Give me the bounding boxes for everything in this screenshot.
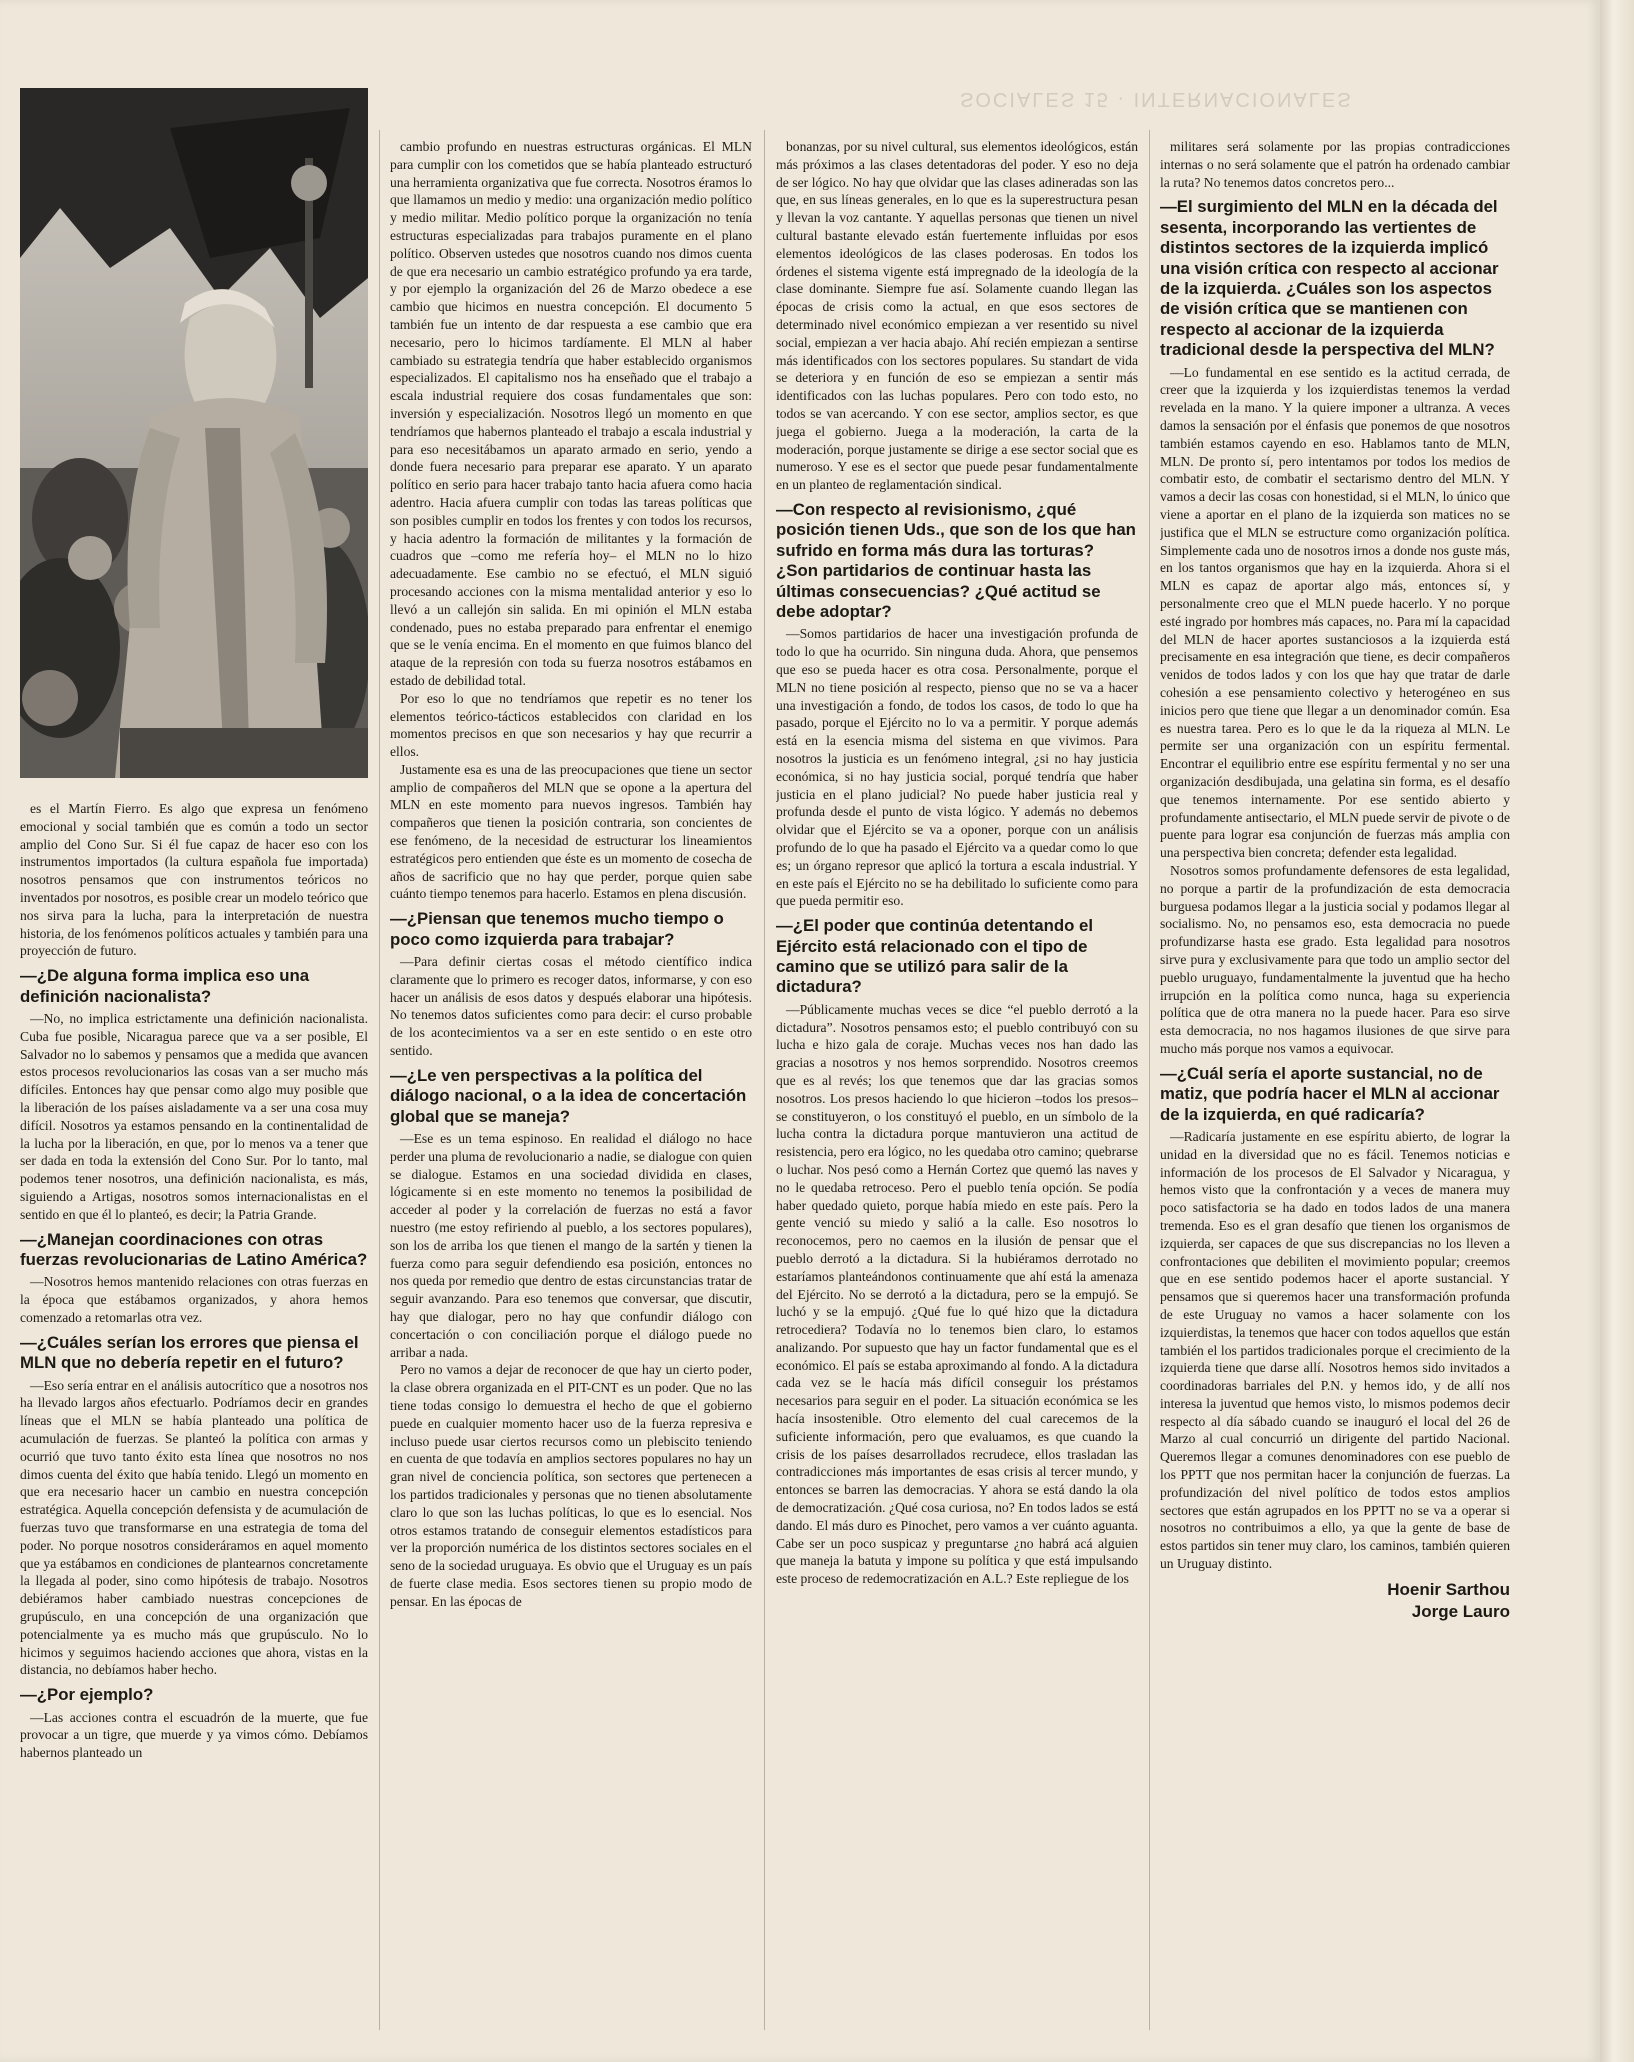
interview-paragraph: Nosotros somos profundamente defensores de esta legalidad, no porque a partir de la profundización de esta democracia burguesa podamos llegar a la justicia social y podamos llegar al socialismo. No, no pensamos eso, esta democracia no puede profundizarse hasta ese grado. Esta legalidad para nosotros sirve pura y exclusivamente para que todo un amplio sector del pueblo uruguayo, fundamentalmente la juventud que ha hecho irrupción en la política como nunca, haga su experiencia política que de otra manera no la puede hacer. Para eso sirve esta democracia, no nos hagamos ilusiones de que sirve para mucho más porque nos vamos a equivocar. bbox=[1160, 862, 1510, 1056]
interview-paragraph: —No, no implica estrictamente una definición nacionalista. Cuba fue posible, Nicaragua parece que va a ser posible, El Salvador no lo sabemos y pensamos que a medida que avancen estos procesos revolucionarios las cosas van a ser mucho más difíciles. Entonces hay que pensar como algo muy posible que la liberación de los países aisladamente va a ser una cosa muy difícil. Nosotros ya estamos pensando en la continentalidad de la lucha por la liberación, en que, por lo menos va a tener que ser dada en toda la extensión del Cono Sur. Por lo tanto, mal podemos tener nosotros, una definición nacionalista, es más, siguiendo a Artigas, nosotros somos internacionalistas en el sentido en que él lo planteó, es decir; la Patria Grande. bbox=[20, 1010, 368, 1222]
interview-paragraph: Justamente esa es una de las preocupaciones que tiene un sector amplio de compañeros del MLN que se opone a la apertura del MLN en este momento para nuevos ingresos. También hay compañeros que tienen la posición contraria, son concientes de ese fenómeno, de la necesidad de estructurar los lineamientos estratégicos pero entienden que éste es un momento de cosecha de años de sacrificio que no hay que perder, porque quien sabe cuánto tiempo tenemos para hacerlo. Estamos en plena discusión. bbox=[390, 761, 752, 902]
interview-paragraph: es el Martín Fierro. Es algo que expresa un fenómeno emocional y social también que es común a todo un sector amplio del Cono Sur. Si él fue capaz de hacer eso con los instrumentos importados (la cultura española fue importada) nosotros pensamos que con instrumentos teóricos no inventados por nosotros, es posible crear un modelo teórico que nos sirva para la lucha, para la interpretación de nuestra historia, de los fenómenos políticos actuales y también para una proyección de futuro. bbox=[20, 801, 368, 959]
interview-question: —El surgimiento del MLN en la década del sesenta, incorporando las vertientes de distintos sectores de la izquierda implicó una visión crítica con respecto al accionar de la izquierda. ¿Cuáles son los aspectos de visión crítica que se mantienen con respecto al accionar de la izquierda tradicional desde la perspectiva del MLN? bbox=[1160, 197, 1499, 360]
interview-question: —¿Cuál sería el aporte sustancial, no de matiz, que podría hacer el MLN al accionar de la izquierda, en qué radicaría? bbox=[1160, 1063, 1500, 1124]
interview-question: —¿Piensan que tenemos mucho tiempo o poco como izquierda para trabajar? bbox=[390, 909, 724, 949]
interview-paragraph: —Las acciones contra el escuadrón de la muerte, que fue provocar a un tigre, que muerde y ya vimos cómo. Debíamos habernos planteado un bbox=[20, 1709, 368, 1761]
interview-paragraph: —Nosotros hemos mantenido relaciones con otras fuerzas en la época que estábamos organizados, y ahora hemos comenzado a retomarlas otra vez. bbox=[20, 1274, 368, 1325]
interview-question: —¿Manejan coordinaciones con otras fuerzas revolucionarias de Latino América? bbox=[20, 1229, 368, 1269]
interview-paragraph: militares será solamente por las propias contradicciones internas o no será solamente que el patrón ha ordenado cambiar la ruta? No tenemos datos concretos pero... bbox=[1160, 139, 1510, 190]
interview-paragraph: —Públicamente muchas veces se dice “el pueblo derrotó a la dictadura”. Nosotros pensamos esto; el pueblo contribuyó con su lucha e hizo gala de coraje. Muchas veces nos han dado las gracias a nosotros y nos hemos sorprendido. Nosotros creemos que es al revés; los que tenemos que dar las gracias somos nosotros. Los presos haciendo lo que hicieron –todos los presos– se constituyeron, o los constituyó el pueblo, en un símbolo de la lucha contra la dictadura porque mantuvieron una actitud de resistencia, pero era lógico, no les quedaba otro camino; quebrarse o luchar. Nos pesó como a Hernán Cortez que quemó las naves y no le quedaba retroceso. Pero el pueblo tenía opción. Se podía haber quedado quieto, porque había miedo en este país. Pero la gente venció su miedo y salió a la calle. Eso nosotros lo reconocemos, pero no caemos en la ilusión de pensar que el pueblo derrotó a la dictadura. Si la hubiéramos derrotado no estaríamos planteándonos continuamente que ahí está la amenaza del Ejército. No se derrotó a la dictadura, pero se la empujó. Se luchó y se la empujó. ¿Qué fue lo qué hizo que la dictadura retrocediera? Todavía no lo tenemos bien claro, lo estamos analizando. Por supuesto que hay un factor fundamental que es el económico. El país se estaba aproximando al fondo. A la dictadura cada vez se le hacía más difícil conseguir los préstamos necesarios para seguir en el poder. La situación económica se les hacía insostenible. Otro elemento del cual carecemos de la suficiente información, pero que evaluamos, es que cuando la crisis de los países desarrollados recrudece, ellos trasladan las contradicciones más importantes de esas crisis al tercer mundo, y entonces se barren las democracias. Y ahora se está dando la ola de democratización. ¿Qué cosa curiosa, no? En todos lados se está dando. El más duro es Pinochet, pero vamos a ver cuánto aguanta. Cabe ser un poco suspicaz y preguntarse ¿no habrá acá alguien que maneja la batuta y impone su política y que está impulsando este proceso de redemocratización en A.L.? Este repliegue de los bbox=[776, 1001, 1138, 1587]
article-column-1 bbox=[20, 800, 368, 2030]
interview-question: —¿Cuáles serían los errores que piensa el MLN que no debería repetir en el futuro? bbox=[20, 1332, 359, 1373]
interview-paragraph: Por eso lo que no tendríamos que repetir es no tener los elementos teórico-tácticos establecidos con claridad en los momentos precisos en que son necesarios y hay que recurrir a ellos. bbox=[390, 690, 752, 760]
author-signature bbox=[1160, 1579, 1510, 1623]
interview-question: —¿Le ven perspectivas a la política del diálogo nacional, o a la idea de concertación global que se maneja? bbox=[390, 1065, 747, 1126]
interview-paragraph: —Ese es un tema espinoso. En realidad el diálogo no hace perder una pluma de revolucionario a nadie, se dialogue con quien se dialogue. Estamos en una sociedad dividida en clases, lógicamente si en este momento no tenemos la posibilidad de acceder al poder y la correlación de fuerzas no está a favor nuestro (me estoy refiriendo al pueblo, a los sectores populares), son los de arriba los que tienen el mango de la sartén y tienen la fuerza como para seguir defendiendo esa posición, entonces no nos queda por remedio que dentro de estas circunstancias tratar de seguir avanzando. Para eso tenemos que conversar, que discutir, hay que dialogar, pero no hay que confundir diálogo con concertación o con conciliación porque el diálogo puede no arribar a nada. bbox=[390, 1131, 752, 1360]
article-photo bbox=[20, 88, 368, 778]
page-edge bbox=[1600, 0, 1634, 2062]
interview-paragraph: —Radicaría justamente en ese espíritu abierto, de lograr la unidad en la diversidad que no es fácil. Tenemos noticias e información de los procesos de El Salvador y Nicaragua, y hemos visto que la confrontación y a veces de manera muy poco satisfactoria se ha dado en todos lados de una manera tremenda. Eso es el gran desafío que tienen los organismos de izquierda, ser capaces de que sus discrepancias no los lleven a confrontaciones que debiliten el movimiento popular; creemos que en ese sentido podemos hacer el aporte sustancial. Y pensamos que si queremos hacer una transformación profunda de este Uruguay no vamos a hacer solamente con los izquierdistas, la tenemos que hacer con todos aquellos que están también el los partidos tradicionales porque el crecimiento de la izquierda tiene que darse allí. Nosotros hemos sido invitados a coordinadoras barriales del P.N. y hemos ido, y de allí nos interesa la juventud que hemos visto, lo mismos podemos decir respecto al día sábado cuando se inauguró el local del 26 de Marzo al cual concurrió un dirigente del partido Nacional. Queremos llegar a comunes denominadores con ese pueblo de los PPTT que nos permitan hacer la conjunción de fuerzas. La profundización del nivel político de todos estos amplios sectores que están agrupados en los PPTT no se va a operar si nosotros no contribuimos a ello, ya que la gente de base de estos partidos sin tener muy claro, los caminos, también quieren un Uruguay distinto. bbox=[1160, 1128, 1510, 1572]
article-column-3 bbox=[776, 138, 1138, 2028]
interview-paragraph: —Lo fundamental en ese sentido es la actitud cerrada, de creer que la izquierda y los izquierdistas tenemos la verdad revelada en la mano. Y la quiere imponer a ultranza. A veces damos la sensación por el énfasis que ponemos de que nosotros también estamos cayendo en eso. Hablamos tanto de MLN, MLN. De pronto sí, pero intentamos por todos los medios de combatir esto, de combatir el sectarismo dentro del MLN. Y vamos a decir las cosas con honestidad, si el MLN, lo único que viene a aportar en el plano de la izquierda son matices no se justifica que el MLN se estructure como organización política. Simplemente cada uno de nosotros irnos a donde nos guste más, en los tantos organismos que hay en la izquierda. Ahora si el MLN es capaz de aportar algo más, entonces sí, y personalmente creo que el MLN puede hacerlo. Y no porque esté ingrado por hombres más capaces, no. Para mí la capacidad del MLN de hacer aportes sustanciosos a la izquierda está precisamente en esa integración que tiene, es decir compañeros venidos de todos lados y con los que hay que tratar de darle cohesión a ese pensamiento colectivo y heterogéneo en sus inicios pero que tiene que llegar a un denominador común. Esa es nuestra tarea. Pero es lo que le da la riqueza al MLN. Le permite ser una organización con un espíritu fermental. Encontrar el equilibrio entre ese espíritu fermental y no ser una organización desdibujada, una gelatina sin forma, es el desafío que tenemos internamente. Por ese sentido abierto y profundamente antisectario, el MLN puede servir de pivote o de puente para lograr esa conjunción de fuerzas más amplia con una perspectiva bien concreta; defender esta legalidad. bbox=[1160, 364, 1510, 861]
interview-paragraph: cambio profundo en nuestras estructuras orgánicas. El MLN para cumplir con los cometidos que se había planteado estructuró una herramienta organizativa que fue correcta. Nosotros éramos lo que llamamos un medio y medio: una organización medio político y medio militar. Medio político porque la organización no tenía estructuras especializadas para trabajos puramente en el plano político. Observen ustedes que nosotros cuando nos dimos cuenta de que era necesario un cambio estratégico profundo ya era tarde, y por ejemplo la organización del 26 de Marzo obedece a ese cambio que hicimos en nuestra concepción. El documento 5 también fue un intento de dar respuesta a ese cambio que era necesario, pero lo hicimos tardíamente. El MLN al haber cambiado su estrategia tendría que haber establecido organismos especializados. El capitalismo nos ha enseñado que el trabajo a escala industrial requiere dos cosas fundamentales que son: inversión y especialización. Nosotros llegó un momento en que tendríamos que habernos planteado el trabajo a escala industrial y para eso necesitábamos un aparato armado en serio, yendo a donde fuera necesario para preparar ese aparato. Y un aparato político en serio para hacer trabajo tanto hacia afuera como hacia adentro. Hacia afuera cumplir con todas las tareas políticas que son posibles cumplir en todos los frentes y con todos los recursos, y hacia adentro la formación de militantes y la formación de cuadros que –como me refería hoy– el MLN no lo hizo adecuadamente. Ese cambio no se efectuó, el MLN siguió procesando acciones con la misma mentalidad anterior y eso lo llevó a un callejón sin salida. En mi opinión el MLN estaba condenado, pues no estaba preparado para enfrentar el enemigo que se le venía encima. En el momento en que fuimos blanco del ataque de la represión con toda su fuerza nosotros estábamos en estado de debilidad total. bbox=[390, 139, 752, 688]
interview-question: —¿Por ejemplo? bbox=[20, 1685, 154, 1705]
author-name-2: Jorge Lauro bbox=[1411, 1601, 1510, 1621]
interview-paragraph: —Somos partidarios de hacer una investigación profunda de todo lo que ha ocurrido. Sin ninguna duda. Ahora, que pensemos que eso se pueda hacer es otra cosa. Personalmente, porque el MLN no tiene posición al respecto, pienso que no se va a hacer una investigación a fondo, de todos los casos, de todo lo que ha pasado, porque el Ejército no lo va a permitir. Y porque además está en la esencia misma del sistema en que vivimos. Para nosotros la justicia es un fenómeno integral, ¿si no hay justicia económica, si no hay justicia social, porqué tendría que haber justicia en el plano judicial? No puede haber justicia real y profunda desde el punto de vista lógico. Y además no debemos olvidar que el Ejército se va a oponer, porque con un análisis profundo de lo que ha pasado el Ejército va a quedar como lo que es; un órgano represor que aplicó la tortura a escala industrial. Y en este país el Ejército no se ha debilitado lo suficiente como para que pueda permitir eso. bbox=[776, 626, 1138, 909]
photo-illustration bbox=[20, 88, 368, 778]
interview-question: —Con respecto al revisionismo, ¿qué posición tienen Uds., que son de los que han sufrido en forma más dura las torturas? ¿Son partidarios de continuar hasta las últimas consecuencias? ¿Qué actitud se debe adoptar? bbox=[776, 499, 1136, 621]
interview-question: —¿El poder que continúa detentando el Ejército está relacionado con el tipo de camino que se utilizó para salir de la dictadura? bbox=[776, 916, 1093, 997]
interview-paragraph: Pero no vamos a dejar de reconocer de que hay un cierto poder, la clase obrera organizada en el PIT-CNT es un poder. Que no las tiene todas consigo lo demuestra el hecho de que el gobierno puede en cualquier momento hacer uso de la fuerza represiva e incluso puede usar ciertos recursos como un plebiscito teniendo en cuenta de que todavía en amplios sectores populares no hay un gran nivel de conciencia política, son sectores que pertenecen a los partidos tradicionales y personas que no tienen absolutamente claro lo que son las luchas políticas, lo que es lo esencial. Nos otros estamos tratando de conseguir elementos estadísticos para ver la proporción numérica de los distintos sectores sociales en el seno de la sociedad uruguaya. Es obvio que el Uruguay es un país de fuerte clase media. Esos sectores tienen su propio modo de pensar. En las épocas de bbox=[390, 1362, 752, 1609]
author-name-1: Hoenir Sarthou bbox=[1387, 1579, 1510, 1599]
interview-question: —¿De alguna forma implica eso una definición nacionalista? bbox=[20, 966, 310, 1006]
column-4-body bbox=[1160, 138, 1510, 1573]
bleed-through-text: SOCIALES 15 · INTERNACIONALES bbox=[960, 88, 1353, 110]
interview-paragraph: —Para definir ciertas cosas el método científico indica claramente que lo primero es recoger datos, informarse, y con eso hacer un análisis de esos datos y después elaborar una hipótesis. No tenemos datos suficientes como para decir: el curso probable de los acontecimientos va a ser en este sentido o en este otro sentido. bbox=[390, 954, 752, 1059]
column-rule-1 bbox=[379, 130, 380, 2030]
article-column-4 bbox=[1160, 138, 1510, 2028]
column-rule-2 bbox=[764, 130, 765, 2030]
interview-paragraph: —Eso sería entrar en el análisis autocrítico que a nosotros nos ha llevado largos años efectuarlo. Podríamos decir en grandes líneas que el MLN se había planteado una política de acumulación de fuerzas. Se planteó la política con armas y ocurrió que tuvo tanto éxito esta línea que nosotros no nos dimos cuenta del éxito que había tenido. Llegó un momento en que era necesario hacer un cambio en nuestra concepción estratégica. Aquella concepción defensista y de acumulación de fuerzas tuvo que transformarse en una estrategia de toma del poder. No porque nosotros consideráramos en aquel momento que ya estábamos en condiciones de plantearnos concretamente la llegada al poder, sino como hipótesis de trabajo. Nosotros debiéramos haber cambiado nuestras concepciones de grupúsculo, en una concepción de una organización que potencialmente ya es mucho más que grupúsculo. No lo hicimos y seguimos haciendo acciones que ahora, vistas en la distancia, no debíamos haber hecho. bbox=[20, 1377, 368, 1678]
column-rule-3 bbox=[1149, 130, 1150, 2030]
interview-paragraph: bonanzas, por su nivel cultural, sus elementos ideológicos, están más próximos a las clases detentadoras del poder. Y eso no deja de ser lógico. No hay que olvidar que las clases adineradas son las que, en sus líneas generales, en lo que es la superestructura pesan y llevan la voz cantante. Y aquellas personas que tienen un nivel cultural bastante elevado están fuertemente influidas por esos elementos ideológicos de las clases poderosas. En todos los órdenes el sistema vigente está impregnado de la ideología de la clase dominante. Siempre fue así. Solamente cuando llegan las épocas de crisis como la actual, en que esos sectores de determinado nivel económico empiezan a ver resentido su nivel social, empiezan a ver hacia abajo. Ahí recién empiezan a sentirse más identificados con los sectores populares. Su standart de vida se deteriora y en función de eso se empiezan a sentir más identificados con las luchas populares. Pero con todo esto, no todos se van acercando. Y con ese sector, amplios sector, es que juega el gobierno. Juega a la moderación, la carta de la moderación, porque justamente se dirige a ese sector social que es numeroso. Y ese es el sector que puede pesar fundamentalmente en un planteo de reglamentación sindical. bbox=[776, 139, 1138, 493]
article-column-2 bbox=[390, 138, 752, 2028]
